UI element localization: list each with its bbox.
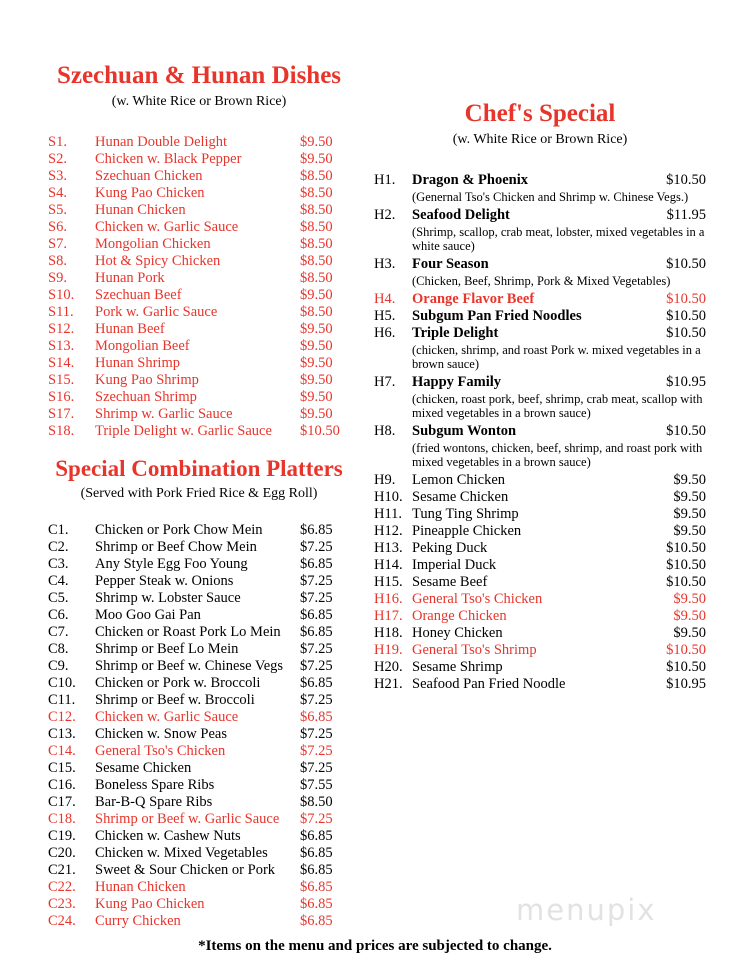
item-number: H7. — [374, 374, 396, 390]
menu-item — [48, 794, 350, 811]
item-number: S11. — [48, 304, 74, 320]
item-number: H6. — [374, 325, 396, 341]
item-number: C23. — [48, 896, 76, 912]
item-number: C3. — [48, 556, 69, 572]
item-name: Szechuan Beef — [95, 287, 182, 303]
menu-item — [48, 522, 350, 539]
item-name: Szechuan Chicken — [95, 168, 203, 184]
item-number: S16. — [48, 389, 75, 405]
item-number: C21. — [48, 862, 76, 878]
item-name: Chicken or Roast Pork Lo Mein — [95, 624, 281, 640]
item-name: Happy Family — [412, 374, 502, 390]
item-price: $9.50 — [300, 338, 333, 354]
item-number: C13. — [48, 726, 76, 742]
menu-item — [48, 777, 350, 794]
item-price: $9.50 — [673, 625, 706, 641]
item-number: S6. — [48, 219, 67, 235]
item-number: C9. — [48, 658, 69, 674]
menu-item — [48, 692, 350, 709]
menu-item — [48, 389, 350, 406]
item-price: $9.50 — [300, 151, 333, 167]
item-price: $8.50 — [300, 202, 333, 218]
menu-item — [48, 539, 350, 556]
item-price: $7.25 — [300, 692, 333, 708]
menu-item — [374, 540, 706, 557]
item-number: H21. — [374, 676, 403, 692]
menu-item — [48, 372, 350, 389]
footer-note: *Items on the menu and prices are subjected to change. — [198, 938, 552, 954]
item-number: H11. — [374, 506, 403, 522]
item-price: $8.50 — [300, 794, 333, 810]
item-name: Hunan Chicken — [95, 202, 186, 218]
item-name: Shrimp w. Lobster Sauce — [95, 590, 241, 606]
item-name: Hunan Pork — [95, 270, 165, 286]
section-combination-platters — [48, 456, 350, 930]
item-number: S12. — [48, 321, 75, 337]
item-number: H9. — [374, 472, 396, 488]
menu-item — [374, 574, 706, 591]
section-chefs-special — [374, 100, 706, 693]
item-name: Hot & Spicy Chicken — [95, 253, 221, 269]
item-name: Chicken w. Garlic Sauce — [95, 219, 239, 235]
item-name: Shrimp or Beef w. Chinese Vegs — [95, 658, 284, 674]
item-price: $7.25 — [300, 658, 333, 674]
item-name: General Tso's Chicken — [412, 591, 543, 607]
item-number: H1. — [374, 172, 396, 188]
item-price: $9.50 — [300, 355, 333, 371]
item-number: C15. — [48, 760, 76, 776]
menu-item — [48, 743, 350, 760]
item-number: H17. — [374, 608, 403, 624]
item-price: $9.50 — [673, 608, 706, 624]
item-price: $7.25 — [300, 539, 333, 555]
item-number: C11. — [48, 692, 76, 708]
item-name: Kung Pao Chicken — [95, 896, 205, 912]
item-name: Boneless Spare Ribs — [95, 777, 215, 793]
item-price: $9.50 — [673, 472, 706, 488]
item-number: S4. — [48, 185, 67, 201]
menu-item — [48, 845, 350, 862]
menu-item — [48, 185, 350, 202]
item-price: $8.50 — [300, 219, 333, 235]
item-name: Triple Delight — [412, 325, 499, 341]
combo-item-list — [48, 522, 350, 930]
item-name: Chicken w. Black Pepper — [95, 151, 242, 167]
item-number: S17. — [48, 406, 75, 422]
item-name: Shrimp w. Garlic Sauce — [95, 406, 233, 422]
item-price: $8.50 — [300, 253, 333, 269]
item-price: $10.95 — [666, 374, 706, 390]
item-price: $6.85 — [300, 556, 333, 572]
item-name: Tung Ting Shrimp — [412, 506, 519, 522]
item-name: Chicken or Pork Chow Mein — [95, 522, 263, 538]
menu-item — [374, 557, 706, 574]
item-name: Chicken w. Garlic Sauce — [95, 709, 239, 725]
item-number: H10. — [374, 489, 403, 505]
item-name: Shrimp or Beef Lo Mein — [95, 641, 239, 657]
item-price: $10.50 — [666, 256, 706, 272]
menu-item — [374, 676, 706, 693]
menu-item — [374, 325, 706, 342]
item-number: H16. — [374, 591, 403, 607]
menu-item — [48, 658, 350, 675]
menu-item — [374, 291, 706, 308]
menu-item — [48, 607, 350, 624]
item-number: S8. — [48, 253, 67, 269]
left-column — [48, 62, 350, 930]
item-number: C16. — [48, 777, 76, 793]
menu-item — [48, 338, 350, 355]
item-price: $10.50 — [666, 540, 706, 556]
item-number: H2. — [374, 207, 396, 223]
item-price: $7.55 — [300, 777, 333, 793]
item-number: H13. — [374, 540, 403, 556]
watermark: menupix — [516, 893, 657, 927]
item-name: Hunan Shrimp — [95, 355, 180, 371]
menu-item — [374, 659, 706, 676]
item-number: H8. — [374, 423, 396, 439]
menu-item — [374, 172, 706, 189]
menu-item — [374, 608, 706, 625]
item-number: S13. — [48, 338, 75, 354]
item-number: S1. — [48, 134, 67, 150]
item-price: $7.25 — [300, 590, 333, 606]
item-number: C19. — [48, 828, 76, 844]
item-price: $7.25 — [300, 641, 333, 657]
menu-item — [48, 726, 350, 743]
item-name: Mongolian Beef — [95, 338, 190, 354]
item-price: $11.95 — [666, 207, 706, 223]
chefs-special-section-subtitle: (w. White Rice or Brown Rice) — [452, 132, 628, 147]
item-name: Sesame Chicken — [95, 760, 192, 776]
item-name: Chicken w. Cashew Nuts — [95, 828, 241, 844]
menu-item — [48, 355, 350, 372]
item-number: H4. — [374, 291, 396, 307]
item-name: Subgum Wonton — [412, 423, 517, 439]
item-price: $7.25 — [300, 743, 333, 759]
menu-item — [374, 642, 706, 659]
item-number: C5. — [48, 590, 69, 606]
item-price: $9.50 — [673, 506, 706, 522]
item-name: Pepper Steak w. Onions — [95, 573, 234, 589]
item-price: $9.50 — [673, 591, 706, 607]
item-number: C10. — [48, 675, 76, 691]
item-name: General Tso's Chicken — [95, 743, 226, 759]
menu-item — [48, 202, 350, 219]
right-column — [374, 100, 706, 693]
menu-item — [48, 321, 350, 338]
item-name: General Tso's Shrimp — [412, 642, 537, 658]
item-name: Kung Pao Chicken — [95, 185, 205, 201]
combo-section-title: Special Combination Platters — [55, 456, 343, 481]
item-number: S10. — [48, 287, 75, 303]
item-name: Mongolian Chicken — [95, 236, 211, 252]
menu-item — [48, 709, 350, 726]
item-name: Any Style Egg Foo Young — [95, 556, 248, 572]
item-price: $10.50 — [300, 423, 340, 439]
item-price: $10.50 — [666, 659, 706, 675]
item-number: S15. — [48, 372, 75, 388]
item-name: Four Season — [412, 256, 489, 272]
item-name: Sweet & Sour Chicken or Pork — [95, 862, 276, 878]
menu-item — [48, 423, 350, 440]
item-name: Peking Duck — [412, 540, 488, 556]
item-price: $6.85 — [300, 862, 333, 878]
item-number: C8. — [48, 641, 69, 657]
menu-item — [374, 207, 706, 224]
szechuan-section-subtitle: (w. White Rice or Brown Rice) — [111, 94, 287, 109]
item-description: (Shrimp, scallop, crab meat, lobster, mixed vegetables in a white sauce) — [412, 225, 705, 253]
menu-item — [48, 304, 350, 321]
menu-item — [374, 308, 706, 325]
item-name: Lemon Chicken — [412, 472, 506, 488]
item-price: $10.50 — [666, 291, 706, 307]
menu-item — [48, 219, 350, 236]
szechuan-section-title: Szechuan & Hunan Dishes — [56, 62, 342, 89]
item-number: S14. — [48, 355, 75, 371]
item-price: $9.50 — [300, 372, 333, 388]
item-name: Chicken w. Mixed Vegetables — [95, 845, 268, 861]
item-description: (chicken, roast pork, beef, shrimp, crab meat, scallop with mixed vegetables in a brown sauce) — [412, 392, 703, 420]
menu-item — [374, 625, 706, 642]
item-number: H12. — [374, 523, 403, 539]
item-price: $8.50 — [300, 270, 333, 286]
menu-item — [48, 641, 350, 658]
menu-item — [48, 406, 350, 423]
item-price: $10.50 — [666, 325, 706, 341]
item-number: C17. — [48, 794, 76, 810]
item-name: Hunan Beef — [95, 321, 165, 337]
item-name: Shrimp or Beef w. Broccoli — [95, 692, 255, 708]
menu-item — [48, 624, 350, 641]
menu-item — [48, 760, 350, 777]
menu-item — [374, 423, 706, 440]
item-price: $6.85 — [300, 607, 333, 623]
item-price: $10.50 — [666, 557, 706, 573]
item-price: $6.85 — [300, 675, 333, 691]
menu-item — [48, 556, 350, 573]
item-number: S18. — [48, 423, 75, 439]
item-description: (Genernal Tso's Chicken and Shrimp w. Chinese Vegs.) — [412, 190, 689, 204]
item-name: Shrimp or Beef Chow Mein — [95, 539, 257, 555]
menu-item — [48, 270, 350, 287]
combo-section-subtitle: (Served with Pork Fried Rice & Egg Roll) — [80, 486, 318, 501]
item-number: H5. — [374, 308, 396, 324]
item-name: Pineapple Chicken — [412, 523, 522, 539]
item-number: C1. — [48, 522, 69, 538]
szechuan-item-list — [48, 134, 350, 440]
item-number: S5. — [48, 202, 67, 218]
item-number: C6. — [48, 607, 69, 623]
chefs-special-item-list — [374, 172, 706, 693]
item-price: $6.85 — [300, 828, 333, 844]
item-number: C18. — [48, 811, 76, 827]
item-number: C24. — [48, 913, 76, 929]
item-number: H3. — [374, 256, 396, 272]
item-price: $9.50 — [300, 389, 333, 405]
item-price: $6.85 — [300, 896, 333, 912]
menu-item — [374, 489, 706, 506]
item-number: S9. — [48, 270, 67, 286]
menu-item — [374, 374, 706, 391]
item-price: $9.50 — [300, 321, 333, 337]
item-price: $6.85 — [300, 624, 333, 640]
item-price: $6.85 — [300, 913, 333, 929]
menu-item — [374, 472, 706, 489]
item-number: C2. — [48, 539, 69, 555]
menu-item — [48, 151, 350, 168]
menu-item — [48, 253, 350, 270]
menu-item — [48, 828, 350, 845]
item-number: H19. — [374, 642, 403, 658]
item-name: Honey Chicken — [412, 625, 503, 641]
item-price: $6.85 — [300, 845, 333, 861]
item-name: Seafood Delight — [412, 207, 510, 223]
item-name: Subgum Pan Fried Noodles — [412, 308, 582, 324]
item-price: $10.50 — [666, 308, 706, 324]
item-number: H20. — [374, 659, 403, 675]
item-number: S7. — [48, 236, 67, 252]
item-price: $8.50 — [300, 168, 333, 184]
item-name: Dragon & Phoenix — [412, 172, 528, 188]
item-number: C14. — [48, 743, 76, 759]
item-price: $10.95 — [666, 676, 706, 692]
item-description: (fried wontons, chicken, beef, shrimp, and roast pork with mixed vegetables in a brown sauce) — [412, 441, 703, 469]
item-name: Kung Pao Shrimp — [95, 372, 199, 388]
item-number: S2. — [48, 151, 67, 167]
item-description: (chicken, shrimp, and roast Pork w. mixed vegetables in a brown sauce) — [412, 343, 701, 371]
item-price: $10.50 — [666, 172, 706, 188]
item-number: C20. — [48, 845, 76, 861]
item-price: $8.50 — [300, 236, 333, 252]
item-price: $9.50 — [300, 287, 333, 303]
menu-item — [48, 236, 350, 253]
item-price: $10.50 — [666, 574, 706, 590]
menu-item — [48, 879, 350, 896]
item-name: Curry Chicken — [95, 913, 181, 929]
item-name: Moo Goo Gai Pan — [95, 607, 201, 623]
item-name: Seafood Pan Fried Noodle — [412, 676, 566, 692]
item-number: H15. — [374, 574, 403, 590]
item-name: Pork w. Garlic Sauce — [95, 304, 218, 320]
item-number: C22. — [48, 879, 76, 895]
item-price: $7.25 — [300, 726, 333, 742]
item-name: Bar-B-Q Spare Ribs — [95, 794, 213, 810]
item-name: Sesame Chicken — [412, 489, 509, 505]
item-name: Orange Flavor Beef — [412, 291, 535, 307]
menu-item — [374, 523, 706, 540]
menu-item — [48, 168, 350, 185]
item-name: Orange Chicken — [412, 608, 507, 624]
item-price: $9.50 — [300, 406, 333, 422]
item-name: Chicken w. Snow Peas — [95, 726, 227, 742]
item-name: Hunan Chicken — [95, 879, 186, 895]
menu-item — [374, 256, 706, 273]
item-price: $6.85 — [300, 709, 333, 725]
item-name: Triple Delight w. Garlic Sauce — [95, 423, 272, 439]
item-name: Chicken or Pork w. Broccoli — [95, 675, 261, 691]
menu-item — [48, 913, 350, 930]
menu-item — [48, 862, 350, 879]
item-price: $9.50 — [300, 134, 333, 150]
menu-item — [48, 134, 350, 151]
item-name: Sesame Shrimp — [412, 659, 503, 675]
menu-item — [48, 573, 350, 590]
item-description: (Chicken, Beef, Shrimp, Pork & Mixed Vegetables) — [412, 274, 671, 288]
menu-item — [374, 506, 706, 523]
menu-item — [48, 896, 350, 913]
menu-item — [48, 590, 350, 607]
item-price: $7.25 — [300, 573, 333, 589]
section-szechuan-hunan — [48, 62, 350, 440]
item-price: $9.50 — [673, 523, 706, 539]
item-name: Szechuan Shrimp — [95, 389, 197, 405]
chefs-special-section-title: Chef's Special — [464, 100, 616, 127]
item-price: $10.50 — [666, 642, 706, 658]
item-price: $10.50 — [666, 423, 706, 439]
item-price: $8.50 — [300, 304, 333, 320]
item-price: $8.50 — [300, 185, 333, 201]
item-number: C4. — [48, 573, 69, 589]
menu-item — [48, 675, 350, 692]
item-name: Shrimp or Beef w. Garlic Sauce — [95, 811, 280, 827]
item-number: C12. — [48, 709, 76, 725]
item-name: Sesame Beef — [412, 574, 488, 590]
item-price: $7.25 — [300, 760, 333, 776]
item-price: $6.85 — [300, 879, 333, 895]
item-price: $9.50 — [673, 489, 706, 505]
menu-item — [48, 287, 350, 304]
item-number: S3. — [48, 168, 67, 184]
item-name: Hunan Double Delight — [95, 134, 228, 150]
menu-item — [374, 591, 706, 608]
item-number: C7. — [48, 624, 69, 640]
item-price: $7.25 — [300, 811, 333, 827]
item-number: H18. — [374, 625, 403, 641]
item-name: Imperial Duck — [412, 557, 497, 573]
item-number: H14. — [374, 557, 403, 573]
menu-item — [48, 811, 350, 828]
item-price: $6.85 — [300, 522, 333, 538]
